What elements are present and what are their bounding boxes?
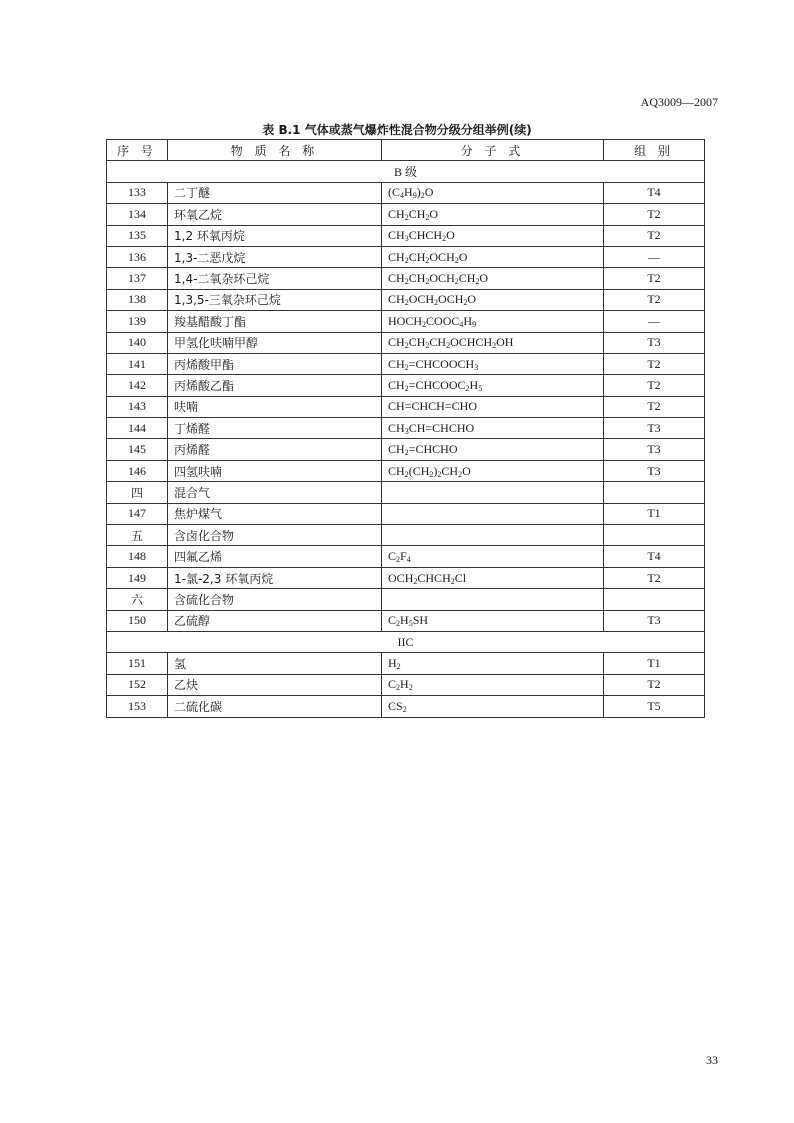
cell-formula: $CS_2$	[382, 696, 604, 717]
table-row	[107, 225, 705, 246]
cell-formula: $C_2H_5SH$	[382, 610, 604, 631]
cell-name: 二丁醚	[168, 182, 382, 203]
table-row	[107, 653, 705, 674]
cell-no: 147	[107, 503, 168, 524]
section-label: IIC	[107, 631, 705, 652]
table-row	[107, 204, 705, 225]
cell-group: T2	[604, 353, 705, 374]
cell-no: 140	[107, 332, 168, 353]
table-header-row	[107, 140, 705, 161]
cell-formula: $CH_2=CHCOOCH_3$	[382, 353, 604, 374]
substance-table	[106, 139, 705, 718]
cell-group: T3	[604, 460, 705, 481]
cell-no: 142	[107, 375, 168, 396]
cell-group: T4	[604, 182, 705, 203]
table-row	[107, 589, 705, 610]
cell-name: 1,3,5-三氧杂环己烷	[168, 289, 382, 310]
table-row	[107, 567, 705, 588]
cell-no: 141	[107, 353, 168, 374]
cell-name: 焦炉煤气	[168, 503, 382, 524]
cell-no: 149	[107, 567, 168, 588]
cell-name: 1-氯-2,3 环氧丙烷	[168, 567, 382, 588]
column-header-no: 序 号	[107, 140, 168, 161]
cell-formula: $OCH_2CHCH_2Cl$	[382, 567, 604, 588]
cell-name: 四氢呋喃	[168, 460, 382, 481]
cell-no: 134	[107, 204, 168, 225]
table-row	[107, 311, 705, 332]
cell-no: 五	[107, 525, 168, 546]
cell-name: 丙烯酸甲酯	[168, 353, 382, 374]
table-row	[107, 503, 705, 524]
table-row	[107, 289, 705, 310]
cell-group: T2	[604, 225, 705, 246]
table-row	[107, 439, 705, 460]
table-row	[107, 482, 705, 503]
cell-group	[604, 589, 705, 610]
cell-group: T2	[604, 567, 705, 588]
table-title: 表 B.1 气体或蒸气爆炸性混合物分级分组举例(续)	[262, 123, 532, 137]
section-row	[107, 631, 705, 652]
table-row	[107, 546, 705, 567]
cell-group: T3	[604, 418, 705, 439]
section-row	[107, 161, 705, 182]
cell-no: 148	[107, 546, 168, 567]
cell-no: 137	[107, 268, 168, 289]
cell-name: 羧基醋酸丁酯	[168, 311, 382, 332]
cell-group	[604, 482, 705, 503]
cell-name: 乙炔	[168, 674, 382, 695]
cell-group: T2	[604, 396, 705, 417]
table-row	[107, 674, 705, 695]
document-code: AQ3009—2007	[640, 95, 718, 109]
cell-no: 四	[107, 482, 168, 503]
cell-no: 145	[107, 439, 168, 460]
cell-group: T3	[604, 332, 705, 353]
cell-name: 丙烯醛	[168, 439, 382, 460]
cell-formula: $C_2H_2$	[382, 674, 604, 695]
cell-name: 1,2 环氧丙烷	[168, 225, 382, 246]
cell-no: 136	[107, 246, 168, 267]
cell-group: T4	[604, 546, 705, 567]
cell-no: 153	[107, 696, 168, 717]
cell-no: 133	[107, 182, 168, 203]
section-label: B 级	[107, 161, 705, 182]
cell-name: 丙烯酸乙酯	[168, 375, 382, 396]
cell-group: T2	[604, 268, 705, 289]
table-row	[107, 268, 705, 289]
cell-formula: $C_2F_4$	[382, 546, 604, 567]
table-row	[107, 375, 705, 396]
table-row	[107, 696, 705, 717]
cell-no: 143	[107, 396, 168, 417]
cell-no: 144	[107, 418, 168, 439]
cell-formula	[382, 482, 604, 503]
cell-group: T2	[604, 204, 705, 225]
cell-no: 151	[107, 653, 168, 674]
cell-formula: $CH_2CH_2O$	[382, 204, 604, 225]
cell-name: 混合气	[168, 482, 382, 503]
cell-formula: $CH_2CH_2OCH_2CH_2O$	[382, 268, 604, 289]
cell-group: T5	[604, 696, 705, 717]
cell-no: 135	[107, 225, 168, 246]
cell-group: T3	[604, 439, 705, 460]
cell-formula	[382, 525, 604, 546]
table-body	[107, 161, 705, 717]
cell-group: T2	[604, 289, 705, 310]
cell-no: 138	[107, 289, 168, 310]
cell-group	[604, 525, 705, 546]
cell-no: 152	[107, 674, 168, 695]
table-row	[107, 610, 705, 631]
cell-group: T2	[604, 375, 705, 396]
cell-formula: $CH_2=CHCOOC_2H_5$	[382, 375, 604, 396]
cell-formula: $CH_3CHCH_2O$	[382, 225, 604, 246]
cell-name: 含卤化合物	[168, 525, 382, 546]
table-row	[107, 418, 705, 439]
cell-name: 含硫化合物	[168, 589, 382, 610]
cell-group: T2	[604, 674, 705, 695]
cell-group: —	[604, 311, 705, 332]
cell-no: 139	[107, 311, 168, 332]
table-row	[107, 182, 705, 203]
cell-formula: $CH_2CH_2OCH_2O$	[382, 246, 604, 267]
column-header-formula: 分 子 式	[382, 140, 604, 161]
cell-name: 1,3-二恶戊烷	[168, 246, 382, 267]
table-row	[107, 396, 705, 417]
cell-name: 氢	[168, 653, 382, 674]
cell-group: T3	[604, 610, 705, 631]
cell-formula: $CH_2OCH_2OCH_2O$	[382, 289, 604, 310]
cell-formula: $HOCH_2COOC_4H_9$	[382, 311, 604, 332]
cell-no: 150	[107, 610, 168, 631]
cell-name: 甲氢化呋喃甲醇	[168, 332, 382, 353]
cell-name: 二硫化碳	[168, 696, 382, 717]
cell-formula	[382, 589, 604, 610]
cell-group: T1	[604, 503, 705, 524]
cell-formula: $H_2$	[382, 653, 604, 674]
cell-name: 四氟乙烯	[168, 546, 382, 567]
cell-group: —	[604, 246, 705, 267]
cell-name: 环氧乙烷	[168, 204, 382, 225]
cell-formula: $CH_2CH_2CH_2OCHCH_2OH$	[382, 332, 604, 353]
table-row	[107, 332, 705, 353]
cell-name: 乙硫醇	[168, 610, 382, 631]
cell-formula: CH=CHCH=CHO	[382, 396, 604, 417]
column-header-name: 物 质 名 称	[168, 140, 382, 161]
cell-group: T1	[604, 653, 705, 674]
table-row	[107, 525, 705, 546]
cell-formula: $CH_2(CH_2)_2CH_2O$	[382, 460, 604, 481]
cell-formula	[382, 503, 604, 524]
cell-formula: $CH_3CH=CHCHO$	[382, 418, 604, 439]
cell-name: 呋喃	[168, 396, 382, 417]
page-number: 33	[706, 1053, 718, 1067]
table-row	[107, 246, 705, 267]
cell-formula: $CH_2=CHCHO$	[382, 439, 604, 460]
column-header-group: 组 别	[604, 140, 705, 161]
cell-name: 丁烯醛	[168, 418, 382, 439]
cell-name: 1,4-二氧杂环己烷	[168, 268, 382, 289]
cell-no: 六	[107, 589, 168, 610]
cell-formula: $(C_4H_9)_2O$	[382, 182, 604, 203]
table-row	[107, 460, 705, 481]
table-row	[107, 353, 705, 374]
cell-no: 146	[107, 460, 168, 481]
